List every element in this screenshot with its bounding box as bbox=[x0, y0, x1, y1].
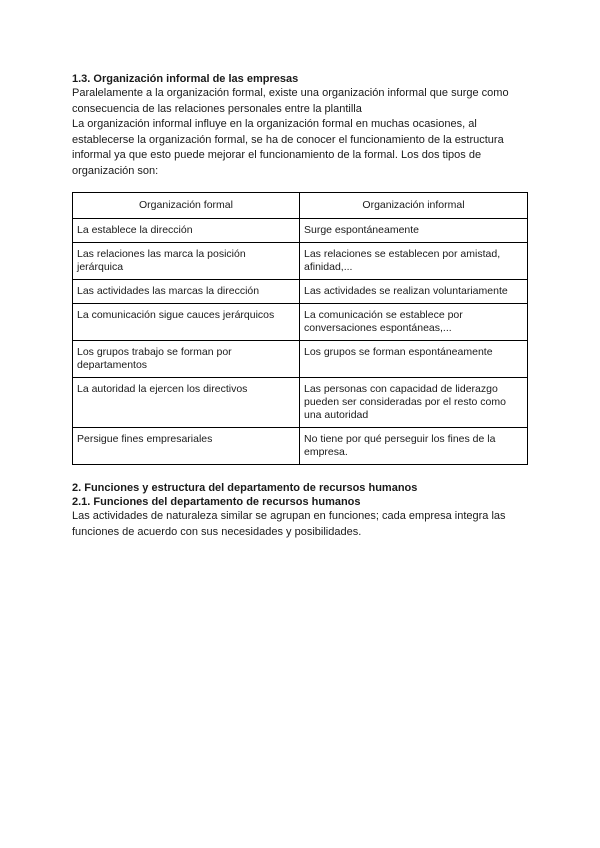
cell-formal: La comunicación sigue cauces jerárquicos bbox=[73, 304, 300, 341]
cell-formal: Las relaciones las marca la posición jerárquica bbox=[73, 243, 300, 280]
section-heading-1-3: 1.3. Organización informal de las empresas bbox=[72, 73, 299, 85]
cell-informal: No tiene por qué perseguir los fines de la empresa. bbox=[300, 428, 528, 465]
section-heading-2: 2. Funciones y estructura del departamento de recursos humanos bbox=[72, 482, 418, 494]
table-row bbox=[73, 243, 528, 280]
cell-informal: La comunicación se establece por conversaciones espontáneas,... bbox=[300, 304, 528, 341]
table-row bbox=[73, 428, 528, 465]
cell-formal: La autoridad la ejercen los directivos bbox=[73, 378, 300, 428]
comparison-table bbox=[72, 192, 528, 465]
paragraph-influence: La organización informal influye en la organización formal en muchas ocasiones, al establecerse la organización formal, se ha de conocer el funcionamiento de la estructura informal ya que esto puede mejorar el funcionamiento de la formal. Los dos tipos de organización son: bbox=[72, 118, 504, 177]
table-row bbox=[73, 378, 528, 428]
cell-informal: Las actividades se realizan voluntariamente bbox=[300, 280, 528, 304]
page-content bbox=[72, 72, 528, 540]
cell-informal: Los grupos se forman espontáneamente bbox=[300, 341, 528, 378]
header-formal: Organización formal bbox=[73, 193, 300, 219]
paragraph-functions: Las actividades de naturaleza similar se agrupan en funciones; cada empresa integra las funciones de acuerdo con sus necesidades y posibilidades. bbox=[72, 510, 506, 538]
cell-informal: Las personas con capacidad de liderazgo pueden ser consideradas por el resto como una autoridad bbox=[300, 378, 528, 428]
cell-formal: La establece la dirección bbox=[73, 219, 300, 243]
section-2 bbox=[72, 481, 528, 540]
table-row bbox=[73, 219, 528, 243]
header-informal: Organización informal bbox=[300, 193, 528, 219]
table-row bbox=[73, 304, 528, 341]
cell-formal: Los grupos trabajo se forman por departamentos bbox=[73, 341, 300, 378]
table-row bbox=[73, 280, 528, 304]
cell-formal: Persigue fines empresariales bbox=[73, 428, 300, 465]
cell-formal: Las actividades las marcas la dirección bbox=[73, 280, 300, 304]
table-header-row bbox=[73, 193, 528, 219]
section-heading-2-1: 2.1. Funciones del departamento de recursos humanos bbox=[72, 496, 361, 508]
cell-informal: Surge espontáneamente bbox=[300, 219, 528, 243]
paragraph-intro: Paralelamente a la organización formal, existe una organización informal que surge como consecuencia de las relaciones personales entre la plantilla bbox=[72, 87, 509, 115]
table-row bbox=[73, 341, 528, 378]
cell-informal: Las relaciones se establecen por amistad, afinidad,... bbox=[300, 243, 528, 280]
